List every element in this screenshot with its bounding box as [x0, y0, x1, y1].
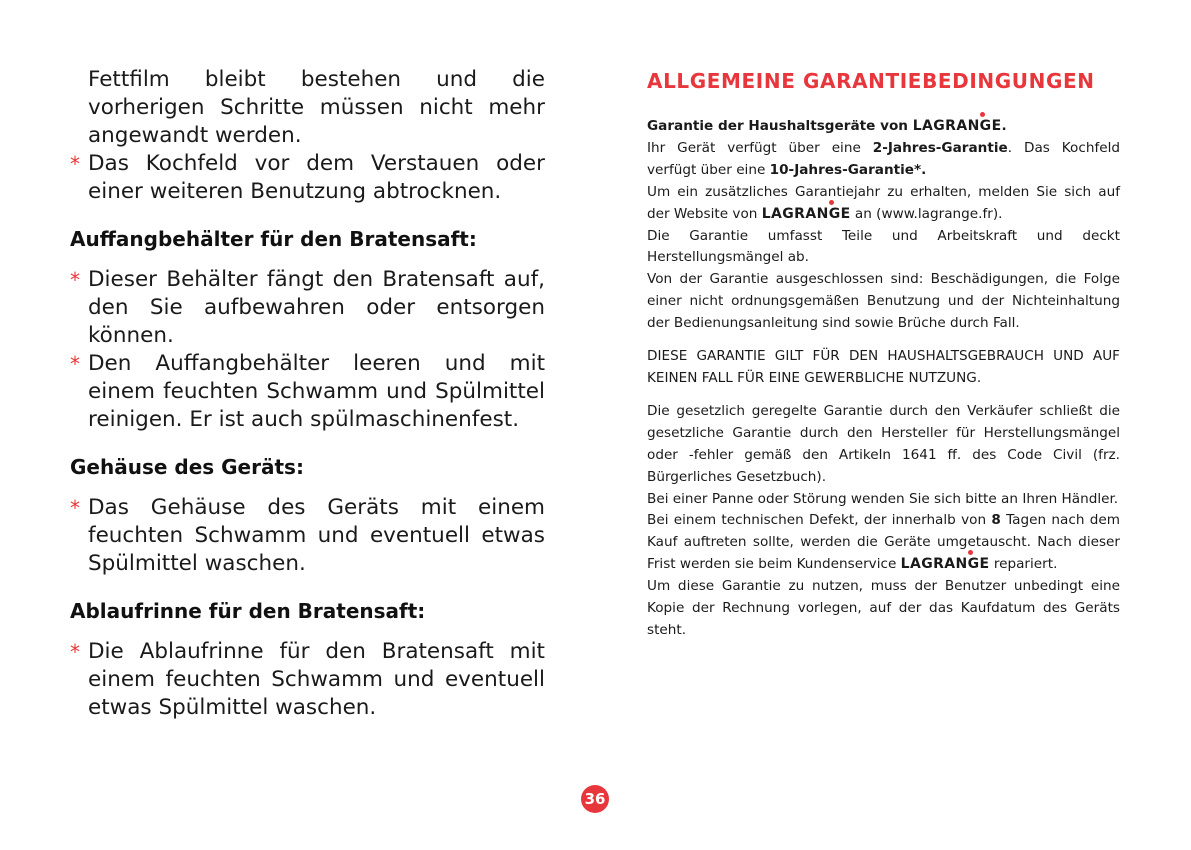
warranty-paragraph: Bei einem technischen Defekt, der innerhalb von 8 Tagen nach dem Kauf auftreten sollte, werden die Geräte umgetauscht. Nach dieser Frist werden sie beim Kundenservice LAGRANGE repariert.: [647, 512, 1120, 573]
warranty-paragraph: Um diese Garantie zu nutzen, muss der Benutzer unbedingt eine Kopie der Rechnung vorlegen, auf der das Kaufdatum des Geräts steht.: [647, 578, 1120, 638]
instruction-text: Das Gehäuse des Geräts mit einem feuchten Schwamm und eventuell etwas Spülmittel waschen.: [88, 495, 545, 576]
warranty-paragraph: Die gesetzlich geregelte Garantie durch den Verkäufer schließt die gesetzliche Garantie durch den Hersteller für Herstellungsmängel oder -fehler gemäß den Artikeln 1641 ff. des Code Civil (frz. Bürgerliches Gesetzbuch).: [647, 402, 1120, 485]
instruction-text: Fettfilm bleibt bestehen und die vorherigen Schritte müssen nicht mehr angewandt werden.: [88, 67, 545, 148]
right-column: [647, 66, 1120, 642]
list-item: [70, 350, 545, 434]
bullet-star-icon: *: [70, 640, 80, 664]
bullet-star-icon: *: [70, 352, 80, 376]
lagrange-logo: LAGRANGE: [901, 556, 990, 572]
lagrange-logo: LAGRANGE: [913, 118, 1002, 134]
list-item: [70, 638, 545, 722]
section-heading-container: Auffangbehälter für den Bratensaft:: [70, 227, 477, 251]
page-number: 36: [581, 785, 609, 813]
list-item: [70, 494, 545, 578]
lagrange-logo: LAGRANGE: [762, 206, 851, 222]
list-item: [70, 150, 545, 206]
list-item: [70, 266, 545, 350]
instruction-text: Den Auffangbehälter leeren und mit einem feuchten Schwamm und Spülmittel reinigen. Er ist auch spülmaschinenfest.: [88, 351, 545, 432]
warranty-title: ALLGEMEINE GARANTIEBEDINGUNGEN: [647, 69, 1095, 93]
warranty-subtitle: Garantie der Haushaltsgeräte von LAGRANGE .: [647, 116, 1120, 138]
warranty-paragraph: Um ein zusätzliches Garantiejahr zu erhalten, melden Sie sich auf der Website von LAGRANGE an (www.lagrange.fr).: [647, 183, 1120, 222]
bullet-star-icon: *: [70, 496, 80, 520]
left-column: [70, 66, 545, 722]
bullet-star-icon: *: [70, 268, 80, 292]
warranty-paragraph: Von der Garantie ausgeschlossen sind: Beschädigungen, die Folge einer nicht ordnungsgemäßen Benutzung und der Nichteinhaltung der Bedienungsanleitung sind sowie Brüche durch Fall.: [647, 271, 1120, 332]
section-heading-housing: Gehäuse des Geräts:: [70, 455, 304, 479]
warranty-paragraph: Die Garantie umfasst Teile und Arbeitskraft und deckt Herstellungsmängel ab.: [647, 227, 1120, 266]
instruction-text: Die Ablaufrinne für den Bratensaft mit einem feuchten Schwamm und eventuell etwas Spülmittel waschen.: [88, 639, 545, 720]
warranty-paragraph: Ihr Gerät verfügt über eine 2-Jahres-Garantie. Das Kochfeld verfügt über eine 10-Jahres-Garantie*.: [647, 139, 1120, 178]
instruction-text: Dieser Behälter fängt den Bratensaft auf, den Sie aufbewahren oder entsorgen können.: [88, 267, 545, 348]
warranty-paragraph: DIESE GARANTIE GILT FÜR DEN HAUSHALTSGEBRAUCH UND AUF KEINEN FALL FÜR EINE GEWERBLICHE NUTZUNG.: [647, 348, 1120, 386]
bullet-star-icon: *: [70, 152, 80, 176]
section-heading-channel: Ablaufrinne für den Bratensaft:: [70, 599, 426, 623]
list-item: [70, 66, 545, 150]
instruction-text: Das Kochfeld vor dem Verstauen oder einer weiteren Benutzung abtrocknen.: [88, 151, 545, 204]
warranty-paragraph: Bei einer Panne oder Störung wenden Sie sich bitte an Ihren Händler.: [647, 490, 1119, 507]
